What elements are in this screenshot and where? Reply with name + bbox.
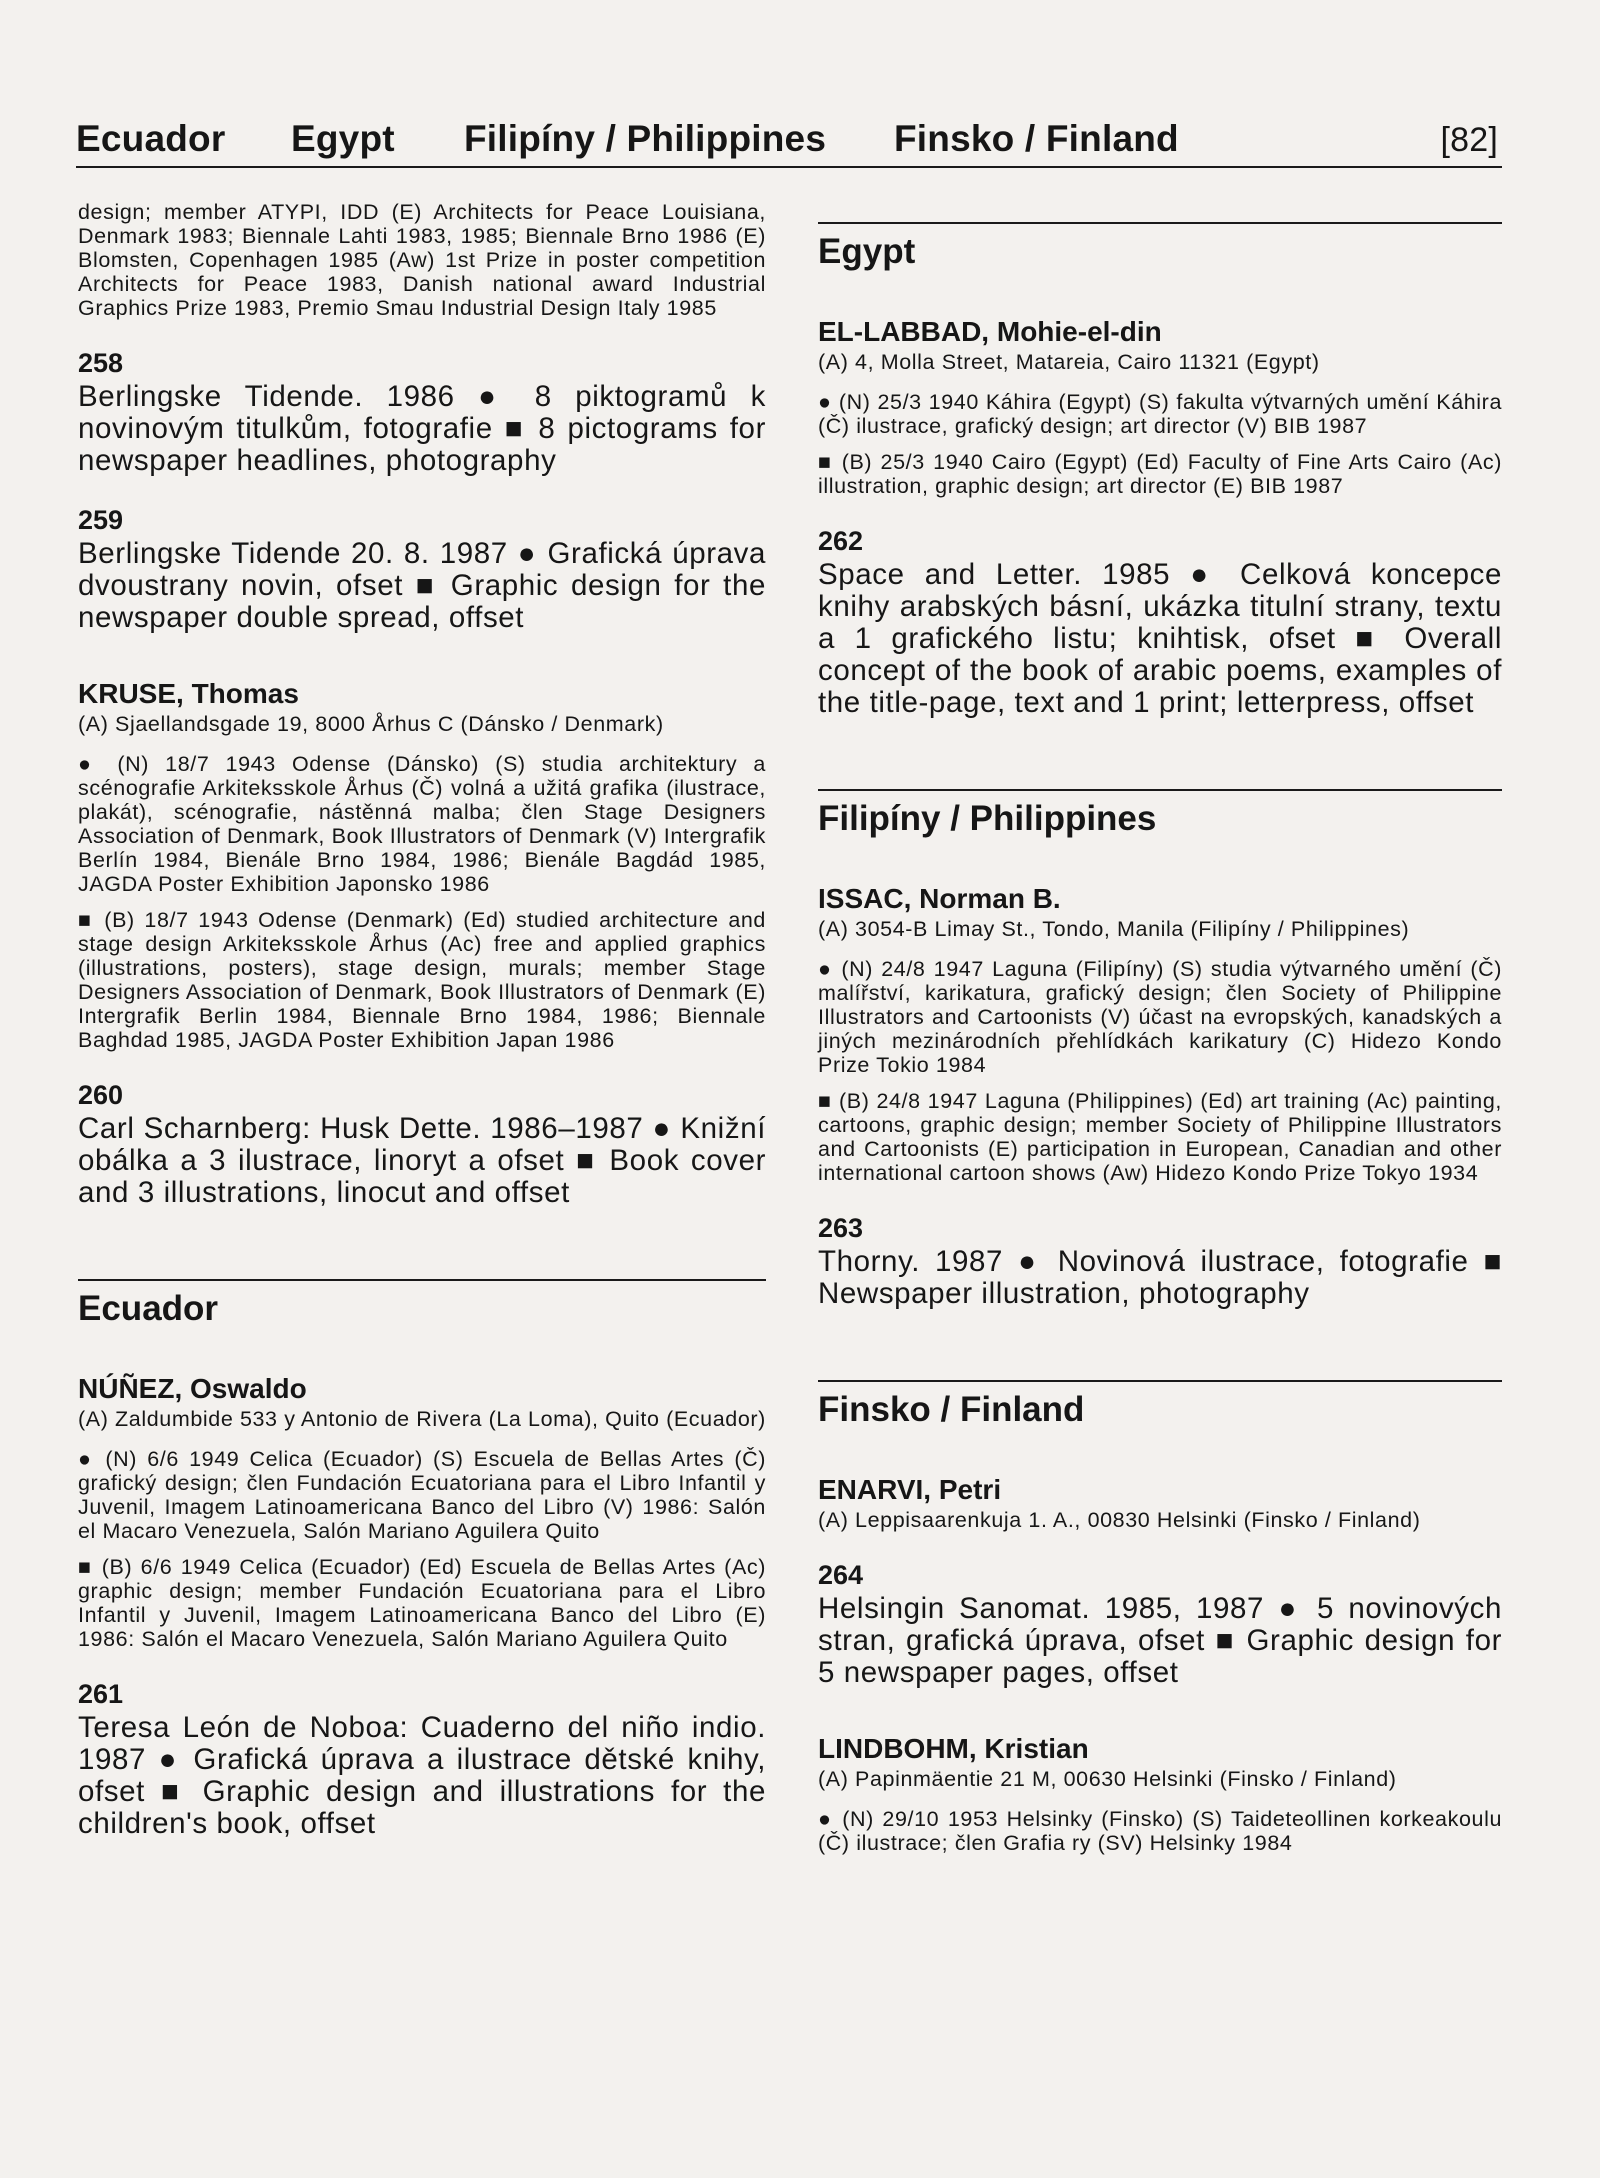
entry-number: 263	[818, 1213, 864, 1243]
bio-english: ■ (B) 25/3 1940 Cairo (Egypt) (Ed) Faculty of Fine Arts Cairo (Ac) illustration, graphic design; art director (E) BIB 1987	[818, 450, 1502, 498]
bio-czech: ● (N) 29/10 1953 Helsinky (Finsko) (S) Taideteollinen korkeakoulu (Č) ilustrace; člen Grafia ry (SV) Helsinky 1984	[818, 1807, 1502, 1855]
artist-address: (A) Sjaellandsgade 19, 8000 Århus C (Dánsko / Denmark)	[78, 712, 664, 736]
running-head	[76, 118, 1502, 168]
artist-name: LINDBOHM, Kristian	[818, 1733, 1089, 1764]
artist-address: (A) Zaldumbide 533 y Antonio de Rivera (La Loma), Quito (Ecuador)	[78, 1407, 766, 1431]
entry-number: 261	[78, 1679, 124, 1709]
artist-name: ISSAC, Norman B.	[818, 883, 1061, 914]
work-description: Teresa León de Noboa: Cuaderno del niño indio. 1987 ● Grafická úprava a ilustrace dětské knihy, ofset ■ Graphic design and illustrations for the children's book, offset	[78, 1711, 766, 1840]
work-description: Berlingske Tidende 20. 8. 1987 ● Grafická úprava dvoustrany novin, ofset ■ Graphic design for the newspaper double spread, offset	[78, 537, 766, 634]
artist-name: EL-LABBAD, Mohie-el-din	[818, 316, 1162, 347]
right-column	[818, 222, 1502, 1855]
entry-number: 259	[78, 505, 124, 535]
artist-address: (A) 4, Molla Street, Matareia, Cairo 11321 (Egypt)	[818, 350, 1320, 374]
header-section-egypt: Egypt	[291, 118, 395, 159]
header-section-philippines: Filipíny / Philippines	[464, 118, 827, 159]
artist-name: ENARVI, Petri	[818, 1474, 1002, 1505]
header-section-finland: Finsko / Finland	[894, 118, 1179, 159]
artist-name: NÚÑEZ, Oswaldo	[78, 1373, 307, 1404]
entry-number: 262	[818, 526, 864, 556]
section-heading-philippines: Filipíny / Philippines	[818, 789, 1502, 839]
artist-address: (A) Leppisaarenkuja 1. A., 00830 Helsinki (Finsko / Finland)	[818, 1508, 1421, 1532]
bio-english: ■ (B) 24/8 1947 Laguna (Philippines) (Ed) art training (Ac) painting, cartoons, graphic design; member Society of Philippine Illustrators and Cartoonists (E) participation in European, Canadian and other international cartoon shows (Aw) Hidezo Kondo Prize Tokyo 1934	[818, 1089, 1502, 1185]
entry-number: 258	[78, 348, 124, 378]
work-description: Berlingske Tidende. 1986 ● 8 piktogramů k novinovým titulkům, fotografie ■ 8 pictograms for newspaper headlines, photography	[78, 380, 766, 477]
bio-english: ■ (B) 18/7 1943 Odense (Denmark) (Ed) studied architecture and stage design Arkiteksskole Århus (Ac) free and applied graphics (illustrations, posters), stage design, murals; member Stage Designers Association of Denmark, Book Illustrators of Denmark (E) Intergrafik Berlin 1984, Biennale Brno 1984, 1986; Biennale Baghdad 1985, JAGDA Poster Exhibition Japan 1986	[78, 908, 766, 1052]
bio-czech: ● (N) 25/3 1940 Káhira (Egypt) (S) fakulta výtvarných umění Káhira (Č) ilustrace, grafický design; art director (V) BIB 1987	[818, 390, 1502, 438]
bio-czech: ● (N) 18/7 1943 Odense (Dánsko) (S) studia architektury a scénografie Arkiteksskole Århus (Č) volná a užitá grafika (ilustrace, plakát), scénografie, nástěnná malba; člen Stage Designers Association of Denmark, Book Illustrators of Denmark (V) Intergrafik Berlín 1984, Bienále Brno 1984, 1986; Bienále Bagdád 1985, JAGDA Poster Exhibition Japonsko 1986	[78, 752, 766, 896]
bio-czech: ● (N) 24/8 1947 Laguna (Filipíny) (S) studia výtvarného umění (Č) malířství, karikatura, grafický design; člen Society of Philippine Illustrators and Cartoonists (V) účast na evropských, kanadských a jiných mezinárodních přehlídkách karikatury (C) Hidezo Kondo Prize Tokio 1984	[818, 957, 1502, 1077]
header-section-ecuador: Ecuador	[76, 118, 226, 159]
bio-czech: ● (N) 6/6 1949 Celica (Ecuador) (S) Escuela de Bellas Artes (Č) grafický design; člen Fundación Ecuatoriana para el Libro Infantil y Juvenil, Imagem Latinoamericana Banco del Libro (V) 1986: Salón el Macaro Venezuela, Salón Mariano Aguilera Quito	[78, 1447, 766, 1543]
left-column	[78, 200, 766, 1840]
intro-paragraph: design; member ATYPI, IDD (E) Architects for Peace Louisiana, Denmark 1983; Biennale Lahti 1983, 1985; Biennale Brno 1986 (E) Blomsten, Copenhagen 1985 (Aw) 1st Prize in poster competition Architects for Peace 1983, Danish national award Industrial Graphics Prize 1983, Premio Smau Industrial Design Italy 1985	[78, 200, 766, 320]
entry-number: 260	[78, 1080, 124, 1110]
bio-english: ■ (B) 6/6 1949 Celica (Ecuador) (Ed) Escuela de Bellas Artes (Ac) graphic design; member Fundación Ecuatoriana para el Libro Infantil y Juvenil, Imagem Latinoamericana Banco del Libro (E) 1986: Salón el Macaro Venezuela, Salón Mariano Aguilera Quito	[78, 1555, 766, 1651]
page-number: [82]	[1440, 121, 1498, 159]
work-description: Thorny. 1987 ● Novinová ilustrace, fotografie ■ Newspaper illustration, photography	[818, 1245, 1502, 1310]
section-heading-egypt: Egypt	[818, 222, 1502, 272]
entry-number: 264	[818, 1560, 864, 1590]
work-description: Space and Letter. 1985 ● Celková koncepce knihy arabských básní, ukázka titulní strany, textu a 1 grafického listu; knihtisk, ofset ■ Overall concept of the book of arabic poems, examples of the title-page, text and 1 print; letterpress, offset	[818, 558, 1502, 719]
section-heading-ecuador: Ecuador	[78, 1279, 766, 1329]
work-description: Carl Scharnberg: Husk Dette. 1986–1987 ● Knižní obálka a 3 ilustrace, linoryt a ofset ■ Book cover and 3 illustrations, linocut and offset	[78, 1112, 766, 1209]
section-heading-finland: Finsko / Finland	[818, 1380, 1502, 1430]
artist-address: (A) 3054-B Limay St., Tondo, Manila (Filipíny / Philippines)	[818, 917, 1410, 941]
artist-address: (A) Papinmäentie 21 M, 00630 Helsinki (Finsko / Finland)	[818, 1767, 1397, 1791]
artist-name: KRUSE, Thomas	[78, 678, 299, 709]
work-description: Helsingin Sanomat. 1985, 1987 ● 5 novinových stran, grafická úprava, ofset ■ Graphic design for 5 newspaper pages, offset	[818, 1592, 1502, 1689]
